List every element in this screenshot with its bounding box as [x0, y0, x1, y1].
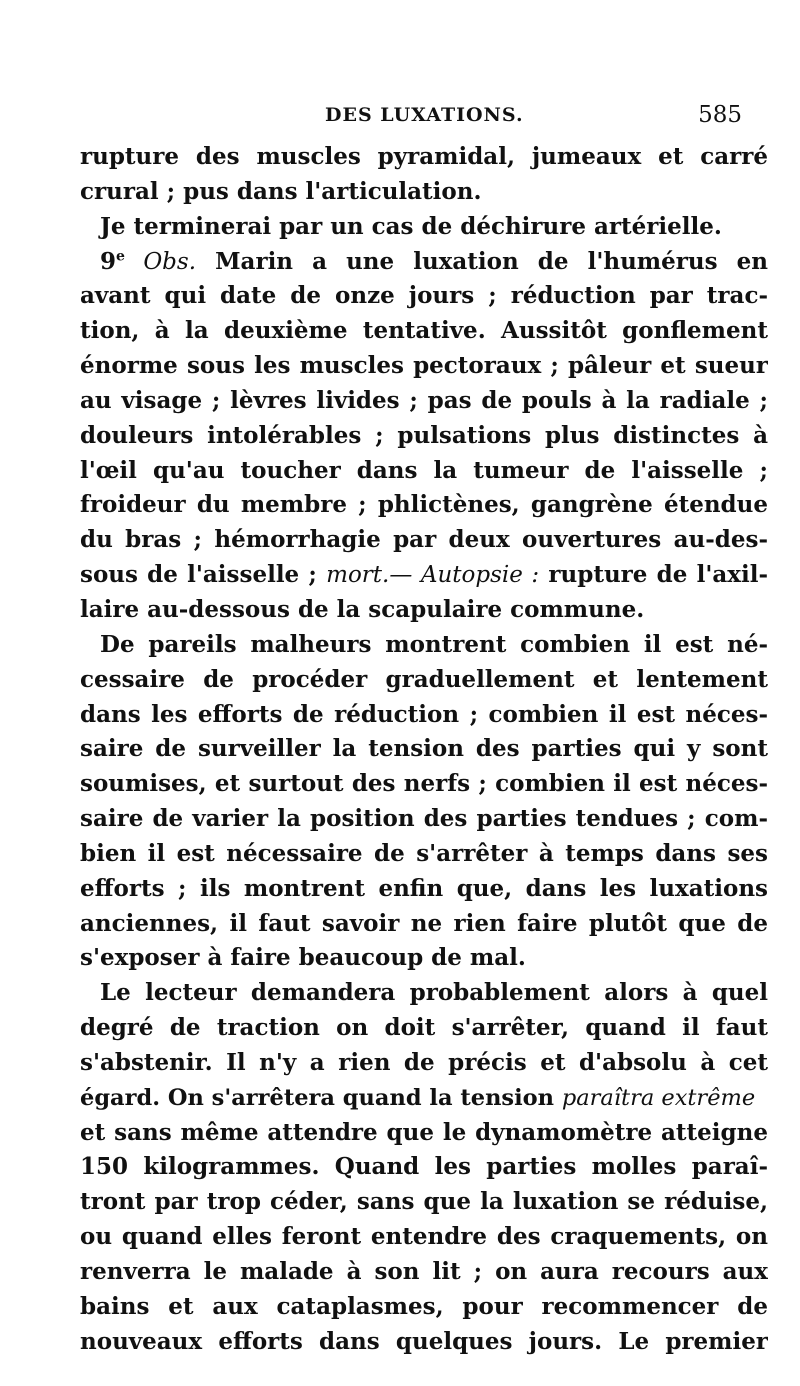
text-line: [80, 1116, 768, 1151]
text-line: [80, 1150, 768, 1185]
text-line-content: et sans même attendre que le dynamomètre atteigne: [80, 1118, 768, 1146]
text-line-content: tion, à la deuxième tentative. Aussitôt gonflement: [80, 317, 768, 345]
text-line-content: s'abstenir. Il n'y a rien de précis et d'absolu à cet: [80, 1048, 768, 1076]
text-line: [80, 1325, 768, 1360]
text-line-content: crural ; pus dans l'articulation.: [80, 177, 482, 205]
text-line-content: De pareils malheurs montrent combien il est né-: [100, 630, 768, 658]
text-line: [80, 698, 768, 733]
text-line: [80, 593, 768, 628]
text-line-content: 150 kilogrammes. Quand les parties molles paraî-: [80, 1153, 768, 1181]
text-line: [80, 732, 768, 767]
text-line: [80, 245, 768, 280]
text-line: [80, 279, 768, 314]
text-line-content: degré de traction on doit s'arrêter, quand il faut: [80, 1014, 768, 1042]
text-line: [80, 523, 768, 558]
text-line-prefix: 9: [100, 247, 117, 275]
text-line-content: tront par trop céder, sans que la luxation se réduise,: [80, 1188, 768, 1216]
text-line-content: s'exposer à faire beaucoup de mal.: [80, 944, 526, 972]
text-line: [80, 419, 768, 454]
text-line: [80, 349, 768, 384]
text-line-content: nouveaux efforts dans quelques jours. Le premier: [80, 1327, 768, 1355]
italic-text: mort.— Autopsie :: [326, 562, 540, 589]
text-line-content: cessaire de procéder graduellement et lentement: [80, 665, 768, 693]
page-number: 585: [698, 102, 742, 128]
text-line: [80, 1185, 768, 1220]
text-line-content: bains et aux cataplasmes, pour recommencer de: [80, 1292, 768, 1320]
text-line: [80, 210, 768, 245]
text-line: [80, 907, 768, 942]
text-line-content: bien il est nécessaire de s'arrêter à temps dans ses: [80, 839, 768, 867]
text-line: [80, 1290, 768, 1325]
text-line-content: énorme sous les muscles pectoraux ; pâleur et sueur: [80, 352, 768, 380]
text-line-content: froideur du membre ; phlictènes, gangrène étendue: [80, 491, 768, 519]
text-line: [80, 384, 768, 419]
running-head: [0, 104, 800, 130]
text-line-content: ou quand elles feront entendre des craquements, on: [80, 1223, 768, 1251]
text-line-prefix: égard. On s'arrêtera quand la tension: [80, 1084, 562, 1111]
text-line-content: Le lecteur demandera probablement alors à quel: [100, 979, 768, 1007]
superscript: e: [116, 247, 125, 264]
text-line-content: soumises, et surtout des nerfs ; combien il est néces-: [80, 770, 768, 798]
text-line: [80, 802, 768, 837]
text-line: [80, 558, 768, 593]
text-line: [80, 663, 768, 698]
text-line: [80, 941, 768, 976]
text-line: [80, 175, 768, 210]
text-line: [80, 314, 768, 349]
text-line-content: du bras ; hémorrhagie par deux ouvertures au-des-: [80, 526, 768, 554]
text-line-content: laire au-dessous de la scapulaire commune.: [80, 595, 645, 623]
text-line-content: renverra le malade à son lit ; on aura recours aux: [80, 1258, 768, 1285]
text-line: [80, 976, 768, 1011]
text-line-content: saire de surveiller la tension des parties qui y sont: [80, 735, 768, 763]
text-line: [80, 1046, 768, 1081]
text-line: [80, 1220, 768, 1255]
text-line: [80, 488, 768, 523]
text-line: [80, 1255, 768, 1290]
body-text: [80, 140, 768, 1360]
text-line-content: efforts ; ils montrent enfin que, dans les luxations: [80, 874, 768, 902]
text-line: [80, 140, 768, 175]
text-line: [80, 837, 768, 872]
text-line: [80, 454, 768, 489]
italic-text: paraîtra extrême: [561, 1084, 756, 1111]
text-line-content: Je terminerai par un cas de déchirure artérielle.: [100, 212, 722, 240]
text-line-content: dans les efforts de réduction ; combien il est néces-: [80, 700, 768, 728]
text-line-content: Marin a une luxation de l'humérus en: [196, 247, 768, 275]
text-line-content: saire de varier la position des parties tendues ; com-: [80, 805, 768, 833]
text-line: [80, 1011, 768, 1046]
running-title: DES LUXATIONS.: [325, 104, 524, 126]
text-line-content: rupture de l'axil-: [539, 561, 768, 589]
text-line: [80, 1081, 768, 1116]
text-line-prefix: sous de l'aisselle ;: [80, 561, 327, 589]
text-line-content: avant qui date de onze jours ; réduction par trac-: [80, 282, 768, 310]
text-line: [80, 767, 768, 802]
text-line-content: l'œil qu'au toucher dans la tumeur de l'aisselle ;: [80, 456, 768, 484]
text-line-content: anciennes, il faut savoir ne rien faire plutôt que de: [80, 909, 768, 937]
text-line-content: rupture des muscles pyramidal, jumeaux et carré: [80, 143, 768, 170]
text-line-content: douleurs intolérables ; pulsations plus distinctes à: [80, 421, 768, 449]
text-line: [80, 628, 768, 663]
text-line-content: au visage ; lèvres livides ; pas de pouls à la radiale ;: [80, 386, 768, 414]
text-line: [80, 872, 768, 907]
italic-text: Obs.: [124, 248, 197, 275]
